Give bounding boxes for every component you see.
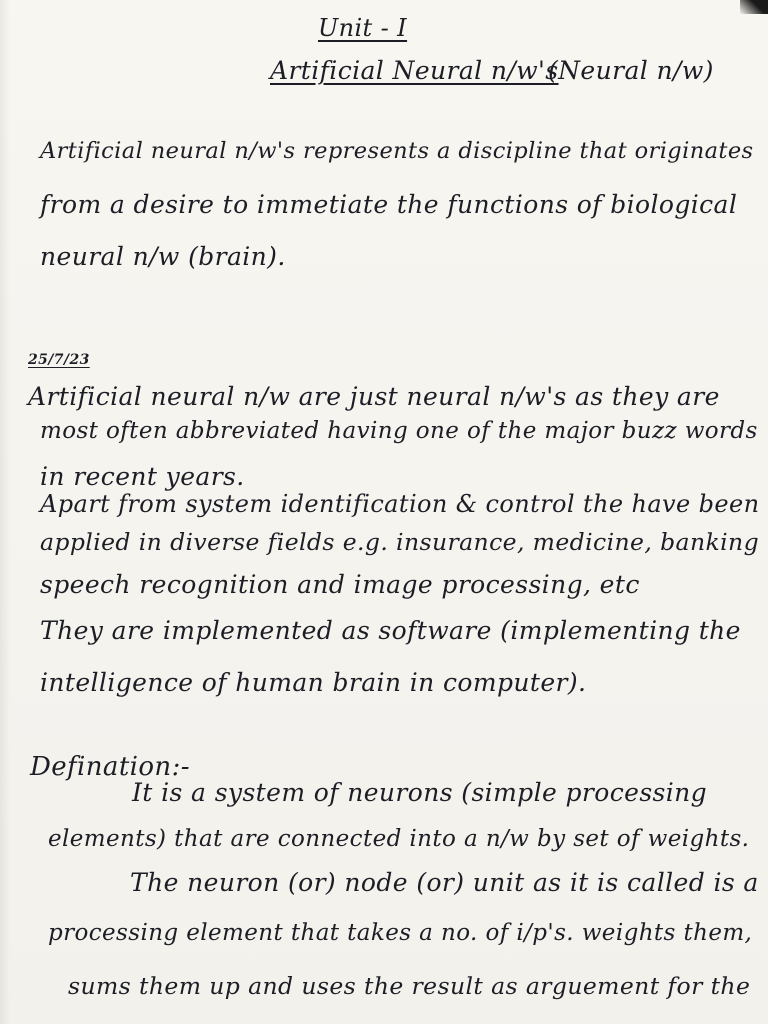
chapter-title: Artificial Neural n/w's	[270, 56, 559, 85]
page-corner	[740, 0, 768, 14]
intro-line-3: neural n/w (brain).	[40, 242, 286, 271]
section-line-3: in recent years.	[40, 462, 245, 491]
section-line-1: Artificial neural n/w are just neural n/w's as they are	[28, 382, 720, 411]
entry-date: 25/7/23	[28, 352, 90, 368]
intro-line-1: Artificial neural n/w's represents a discipline that originates	[40, 138, 754, 164]
unit-title: Unit - I	[318, 14, 408, 42]
definition-heading: Defination:-	[30, 752, 190, 782]
definition-line-1: It is a system of neurons (simple processing	[132, 778, 708, 807]
page-edge-shadow	[0, 0, 10, 1024]
chapter-title-alt: (Neural n/w)	[548, 56, 714, 85]
section-line-4: Apart from system identification & control the have been	[40, 490, 760, 518]
definition-line-4: processing element that takes a no. of i/p's. weights them,	[48, 920, 753, 946]
section-line-2: most often abbreviated having one of the major buzz words	[40, 418, 758, 444]
intro-line-2: from a desire to immetiate the functions of biological	[40, 190, 738, 219]
definition-line-5: sums them up and uses the result as arguement for the	[68, 972, 751, 1000]
definition-line-2: elements) that are connected into a n/w by set of weights.	[48, 826, 750, 852]
section-line-8: intelligence of human brain in computer).	[40, 668, 587, 697]
definition-line-3: The neuron (or) node (or) unit as it is called is a	[130, 868, 759, 897]
section-line-5: applied in diverse fields e.g. insurance, medicine, banking	[40, 528, 760, 556]
section-line-6: speech recognition and image processing, etc	[40, 570, 640, 599]
section-line-7: They are implemented as software (implementing the	[40, 616, 741, 645]
